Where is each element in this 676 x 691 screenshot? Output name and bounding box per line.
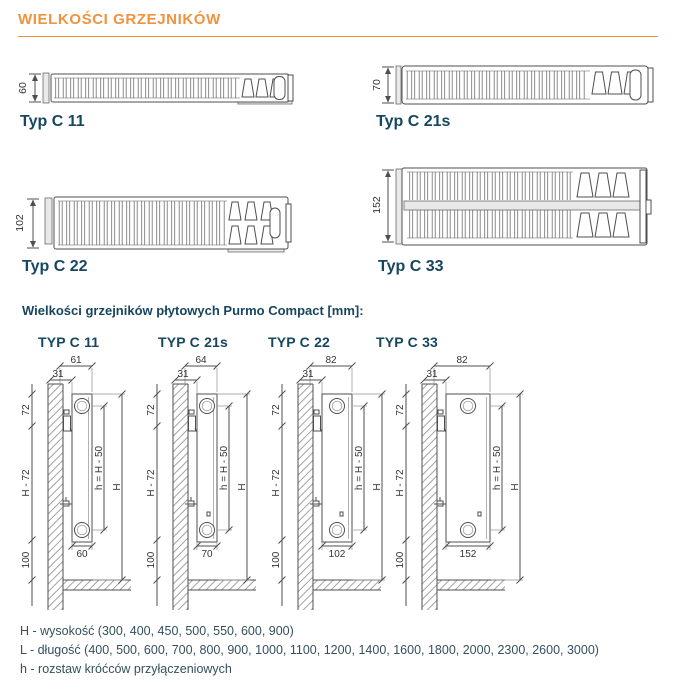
dim-bottom-margin: 100 xyxy=(271,551,282,569)
c33-type-label: Typ C 33 xyxy=(378,258,444,275)
dim-top-margin: 72 xyxy=(146,404,157,416)
dim-mid-height: H - 72 xyxy=(395,469,406,497)
title-divider xyxy=(18,36,658,37)
mounting-diagram-c33 xyxy=(394,354,526,612)
dim-top-margin: 72 xyxy=(21,404,32,416)
legend-connection-spacing: h - rozstaw króćców przyłączeniowych xyxy=(20,662,232,676)
page-title: WIELKOŚCI GRZEJNIKÓW xyxy=(18,11,221,28)
dim-wall-offset: 31 xyxy=(302,369,314,380)
dim-wall-offset: 31 xyxy=(177,369,189,380)
dim-top-width: 61 xyxy=(70,355,82,366)
dim-top-width: 64 xyxy=(195,355,207,366)
section-title: Wielkości grzejników płytowych Purmo Compact [mm]: xyxy=(22,303,364,318)
dim-conn-spacing: h = H - 50 xyxy=(219,445,230,491)
dim-bottom-margin: 100 xyxy=(395,551,406,569)
dim-mid-height: H - 72 xyxy=(271,469,282,497)
dim-bottom-margin: 100 xyxy=(146,551,157,569)
dim-depth: 70 xyxy=(201,549,213,560)
column-header-c21s: TYP C 21s xyxy=(158,334,229,350)
c22-type-label: Typ C 22 xyxy=(22,258,88,275)
dim-depth: 102 xyxy=(328,549,346,560)
dim-top-width: 82 xyxy=(325,355,337,366)
dim-total-height: H xyxy=(372,483,383,491)
c11-type-label: Typ C 11 xyxy=(20,113,85,130)
c21s-type-label: Typ C 21s xyxy=(376,113,451,130)
c22-height-dim: 102 xyxy=(14,214,26,232)
c21s-height-dim: 70 xyxy=(371,79,383,91)
dim-bottom-margin: 100 xyxy=(21,551,32,569)
dim-total-height: H xyxy=(510,483,521,491)
column-header-c11: TYP C 11 xyxy=(38,334,100,350)
legend-height: H - wysokość (300, 400, 450, 500, 550, 600, 900) xyxy=(20,624,294,638)
mounting-diagram-c21s xyxy=(145,354,277,612)
c11-height-dim: 60 xyxy=(17,82,29,94)
cross-section-c22-drawing xyxy=(12,192,302,256)
cross-section-c11-drawing xyxy=(16,66,298,110)
dim-total-height: H xyxy=(112,483,123,491)
dim-conn-spacing: h = H - 50 xyxy=(354,445,365,491)
column-header-c22: TYP C 22 xyxy=(268,334,331,350)
dim-wall-offset: 31 xyxy=(52,369,64,380)
cross-section-c33-drawing xyxy=(370,162,666,248)
dim-total-height: H xyxy=(237,483,248,491)
dim-wall-offset: 31 xyxy=(426,369,438,380)
dim-top-margin: 72 xyxy=(271,404,282,416)
c33-height-dim: 152 xyxy=(371,196,383,214)
dim-top-width: 82 xyxy=(456,355,468,366)
dim-conn-spacing: h = H - 50 xyxy=(492,445,503,491)
mounting-diagram-c22 xyxy=(270,354,402,612)
column-header-c33: TYP C 33 xyxy=(376,334,439,350)
dim-depth: 152 xyxy=(459,549,477,560)
dim-conn-spacing: h = H - 50 xyxy=(94,445,105,491)
dim-mid-height: H - 72 xyxy=(21,469,32,497)
mounting-diagram-c11 xyxy=(20,354,152,612)
dim-top-margin: 72 xyxy=(395,404,406,416)
dim-mid-height: H - 72 xyxy=(146,469,157,497)
dim-depth: 60 xyxy=(76,549,88,560)
cross-section-c21s-drawing xyxy=(372,58,666,110)
legend-length: L - długość (400, 500, 600, 700, 800, 900, 1000, 1100, 1200, 1400, 1600, 1800, 2000, 2300, 2600, 3000) xyxy=(20,643,599,657)
